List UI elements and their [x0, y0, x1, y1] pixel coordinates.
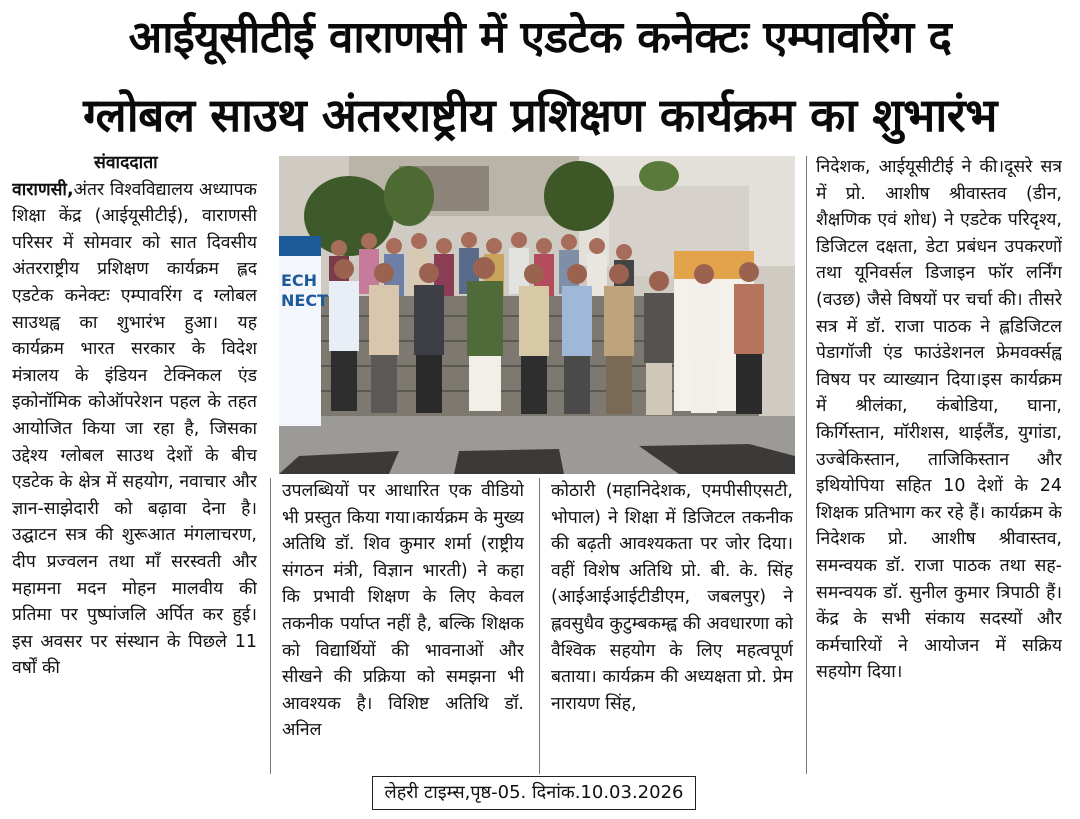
headline-line-1: आईयूसीटीई वाराणसी में एडटेक कनेक्टः एम्पावरिंग द	[128, 12, 952, 63]
column-3-text: कोठारी (महानिदेशक, एमपीसीएसटी, भोपाल) ने शिक्षा में डिजिटल तकनीक की बढ़ती आवश्यकता पर जोर दिया। वहीं विशेष अतिथि प्रो. बी. के. सिंह (आईआईआईटीडीएम, जबलपुर) ने ह्लवसुधैव कुटुम्बकम्ह्व की अवधारणा को वैश्विक सहयोग के लिए महत्वपूर्ण बताया। कार्यक्रम की अध्यक्षता प्रो. प्रेम नारायण सिंह,	[551, 481, 793, 714]
group-photo-illustration	[279, 156, 795, 474]
source-credit: लेहरी टाइम्स,पृष्ठ-05. दिनांक.10.03.2026	[372, 776, 696, 810]
article-column-2	[282, 478, 524, 778]
article-column-4	[816, 154, 1062, 780]
group-photo	[279, 156, 795, 474]
column-divider	[270, 478, 271, 774]
column-4-text: निदेशक, आईयूसीटीई ने की।दूसरे सत्र में प्रो. आशीष श्रीवास्तव (डीन, शैक्षणिक एवं शोध) ने एडटेक परिदृश्य, डिजिटल दक्षता, डेटा प्रबंधन उपकरणों तथा यूनिवर्सल डिजाइन फॉर लर्निंग (वउछ) जैसे विषयों पर चर्चा की। तीसरे सत्र में डॉ. राजा पाठक ने ह्लडिजिटल पेडागॉजी एंड फाउंडेशनल फ्रेमवर्क्सह्व विषय पर व्याख्यान दिया।इस कार्यक्रम में श्रीलंका, कंबोडिया, घाना, किर्गिस्तान, मॉरीशस, थाईलैंड, युगांडा, उज्बेकिस्तान, ताजिकिस्तान और इथियोपिया सहित 10 देशों के 24 शिक्षक प्रतिभाग कर रहे हैं। कार्यक्रम के निदेशक प्रो. आशीष श्रीवास्तव, समन्वयक डॉ. राजा पाठक तथा सह-समन्वयक डॉ. सुनील कुमार त्रिपाठी हैं। केंद्र के सभी संकाय सदस्यों और कर्मचारियों ने आयोजन में सक्रिय सहयोग दिया।	[816, 157, 1062, 683]
article-column-1	[12, 150, 257, 780]
column-1-paragraph	[12, 177, 257, 682]
svg-text:NECT: NECT	[281, 291, 328, 310]
column-divider	[539, 478, 540, 774]
column-divider	[806, 156, 807, 774]
banner-left-text: ECH	[281, 271, 318, 290]
column-1-text: अंतर विश्वविद्यालय अध्यापक शिक्षा केंद्र (आईयूसीटीई), वाराणसी परिसर में सोमवार को सात दिवसीय अंतरराष्ट्रीय प्रशिक्षण कार्यक्रम ह्लद एडटेक कनेक्टः एम्पावरिंग द ग्लोबल साउथह्व का शुभारंभ हुआ। यह कार्यक्रम भारत सरकार के विदेश मंत्रालय के इंडियन टेक्निकल एंड इकोनॉमिक कोऑपरेशन पहल के तहत आयोजित किया जा रहा है, जिसका उद्देश्य ग्लोबल साउथ देशों के बीच एडटेक के क्षेत्र में सहयोग, नवाचार और ज्ञान-साझेदारी को बढ़ावा देना है।उद्घाटन सत्र की शुरूआत मंगलाचरण, दीप प्रज्वलन तथा माँ सरस्वती और महामना मदन मोहन मालवीय की प्रतिमा पर पुष्पांजलि अर्पित कर हुई। इस अवसर पर संस्थान के पिछले 11 वर्षों की	[12, 179, 257, 679]
dateline: वाराणसी,	[12, 179, 74, 200]
byline: संवाददाता	[94, 153, 158, 173]
headline-line-2: ग्लोबल साउथ अंतरराष्ट्रीय प्रशिक्षण कार्यक्रम का शुभारंभ	[83, 88, 997, 142]
column-2-text: उपलब्धियों पर आधारित एक वीडियो भी प्रस्तुत किया गया।कार्यक्रम के मुख्य अतिथि डॉ. शिव कुमार शर्मा (राष्ट्रीय संगठन मंत्री, विज्ञान भारती) ने कहा कि प्रभावी शिक्षण के लिए केवल तकनीक पर्याप्त नहीं है, बल्कि शिक्षक को विद्यार्थियों की भावनाओं और सीखने की प्रक्रिया को समझना भी आवश्यक है। विशिष्ट अतिथि डॉ. अनिल	[282, 481, 524, 741]
article-column-3	[551, 478, 793, 778]
